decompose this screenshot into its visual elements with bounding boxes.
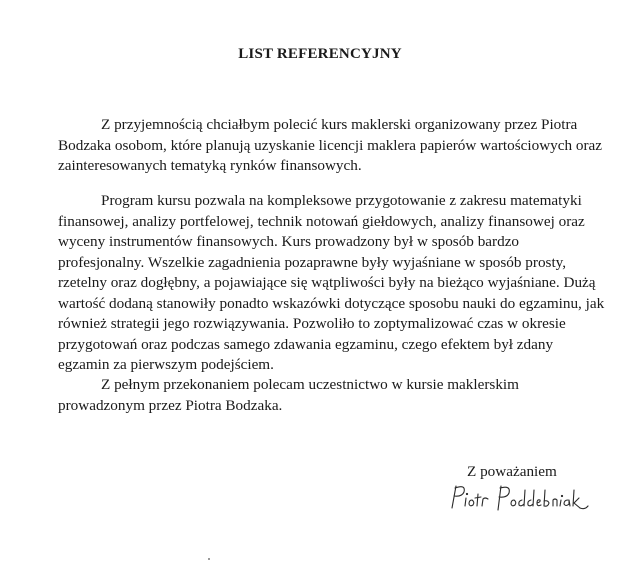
letter-title: LIST REFERENCYJNY <box>238 46 402 62</box>
paragraph-program-description <box>58 191 608 376</box>
handwritten-signature <box>440 478 600 522</box>
paragraph-3-text: Z pełnym przekonaniem polecam uczestnictwo w kursie maklerskim prowadzonym przez Piotra Bodzaka. <box>58 376 519 414</box>
paragraph-final-recommendation <box>58 375 608 416</box>
paragraph-1-text: Z przyjemnością chciałbym polecić kurs maklerski organizowany przez Piotra Bodzaka osobom, które planują uzyskanie licencji maklera papierów wartościowych oraz zainteresowanych tematyką rynków finansowych. <box>58 116 603 174</box>
closing-salutation: Z poważaniem <box>467 463 557 480</box>
paragraph-2-text: Program kursu pozwala na kompleksowe przygotowanie z zakresu matematyki finansowej, analizy portfelowej, technik notowań giełdowych, analizy finansowej oraz wyceny instrumentów finansowych. Kurs prowadzony był w sposób bardzo profesjonalny. Wszelkie zagadnienia pozaprawne były wyjaśniane w sposób prosty, rzetelny oraz dogłębny, a pojawiające się wątpliwości były na bieżąco wyjaśniane. Dużą wartość dodaną stanowiły ponadto wskazówki dotyczące sposobu nauki do egzaminu, jak również strategii jego rozwiązywania. Pozwoliło to zoptymalizować czas w okresie przygotowań oraz podczas samego zdawania egzaminu, czego efektem był zdany egzamin za pierwszym podejściem. <box>58 192 605 373</box>
scan-speck <box>208 558 210 560</box>
paragraph-recommendation <box>58 115 608 177</box>
